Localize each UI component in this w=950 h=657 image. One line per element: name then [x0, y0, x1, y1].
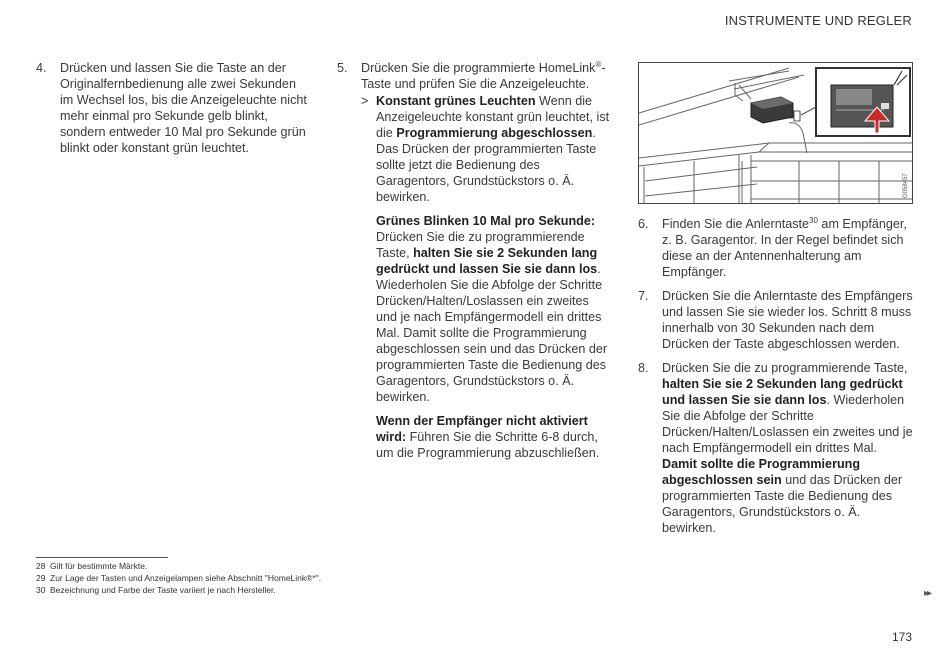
case-not-activated — [376, 413, 611, 461]
case-heading: Konstant grünes Leuchten — [376, 94, 536, 108]
page-number: 173 — [891, 630, 912, 644]
step-6 — [638, 216, 914, 280]
result-cases — [361, 93, 611, 461]
case-constant-green — [376, 93, 611, 205]
step-number: 4. — [36, 61, 47, 75]
column-middle — [337, 60, 611, 461]
footnotes — [36, 557, 321, 596]
column-right — [638, 216, 914, 536]
step-number: 7. — [638, 289, 649, 303]
case-emphasis: halten Sie sie 2 Sekunden lang gedrückt und lassen Sie sie dann los — [376, 246, 598, 276]
case-text: Führen Sie die Schritte 6-8 durch, um die Programmierung abzuschließen. — [376, 430, 600, 460]
footnote-number: 29 — [36, 573, 46, 583]
step-emphasis: halten Sie sie 2 Sekunden lang gedrückt und lassen Sie sie dann los — [662, 377, 903, 407]
footnote-number: 30 — [36, 585, 46, 595]
step-text-cont: -Taste und prüfen Sie die Anzeigeleuchte. — [361, 61, 606, 91]
case-green-blinking — [376, 213, 611, 405]
step-text: Drücken Sie die programmierte HomeLink — [361, 61, 596, 75]
case-emphasis: Programmierung abgeschlossen — [396, 126, 593, 140]
footnote-text: Bezeichnung und Farbe der Taste variiert je nach Hersteller. — [50, 585, 276, 595]
case-heading: Wenn der Empfänger nicht aktiviert wird: — [376, 414, 588, 444]
step-text-cont: am Empfänger, z. B. Garagentor. In der Regel befindet sich diese an der Antennenhalterung am Empfänger. — [662, 217, 907, 279]
step-number: 5. — [337, 61, 348, 75]
footnote-number: 28 — [36, 561, 46, 571]
step-8 — [638, 360, 914, 536]
step-text: Drücken Sie die Anlerntaste des Empfängers und lassen Sie sie wieder los. Schritt 8 muss innerhalb von 30 Sekunden nach dem Drücken der Taste abgeschlossen werden. — [662, 289, 913, 351]
step-text: Drücken Sie die zu programmierende Taste, — [662, 361, 908, 375]
step-text: Drücken und lassen Sie die Taste an der Originalfernbedienung alle zwei Sekunden im Wechsel los, bis die Anzeigeleuchte nicht mehr einmal pro Sekunde gelb blinkt, sondern entweder 10 Mal pro Sekunde grün blinkt oder konstant grün leuchtet. — [60, 61, 307, 155]
footnote-30 — [36, 584, 321, 596]
registered-mark: ® — [595, 59, 602, 69]
footnote-text: Gilt für bestimmte Märkte. — [50, 561, 148, 571]
step-text-cont: . Wiederholen Sie die Abfolge der Schritte Drücken/Halten/Loslassen ein zweites und je nach Empfängermodell ein drittes Mal. — [662, 393, 913, 455]
image-code: G058457 — [903, 173, 909, 198]
footnote-ref[interactable]: 30 — [809, 215, 818, 225]
step-number: 6. — [638, 217, 649, 231]
case-text: . Das Drücken der programmierten Taste sollte jetzt die Bedienung des Garagentors, Grundstückstors o. Ä. bewirken. — [376, 126, 597, 204]
footnote-28 — [36, 560, 321, 572]
case-heading: Grünes Blinken 10 Mal pro Sekunde: — [376, 214, 596, 228]
garage-opener-illustration — [638, 62, 913, 204]
case-text: Wenn die Anzeigeleuchte konstant grün leuchtet, ist die — [376, 94, 610, 140]
case-text: Drücken Sie die zu programmierende Taste, — [376, 230, 585, 260]
footnote-29 — [36, 572, 321, 584]
step-number: 8. — [638, 361, 649, 375]
footnote-text: Zur Lage der Tasten und Anzeigelampen siehe Abschnitt "HomeLink®*". — [50, 573, 322, 583]
step-text-cont: und das Drücken der programmierten Taste die Bedienung des Garagentors, Grundstückstors o. Ä. bewirken. — [662, 473, 903, 535]
step-7 — [638, 288, 914, 352]
arrow-marker: > — [361, 94, 369, 108]
garage-opener-drawing — [639, 63, 913, 204]
next-page-arrow-icon[interactable]: ▸▸ — [924, 588, 931, 599]
step-4 — [36, 60, 310, 156]
footnote-divider — [36, 557, 168, 558]
case-text: . Wiederholen Sie die Abfolge der Schritte Drücken/Halten/Loslassen ein zweites und je nach Empfängermodell ein drittes Mal. Damit sollte die Programmierung abgeschlossen sein und das Drücken der programmierten Taste die Bedienung des Garagentors, Grundstückstors o. Ä. bewirken. — [376, 262, 608, 404]
column-left — [36, 60, 310, 156]
step-text: Finden Sie die Anlerntaste — [662, 217, 810, 231]
step-emphasis: Damit sollte die Programmierung abgeschlossen sein — [662, 457, 861, 487]
section-header: INSTRUMENTE UND REGLER — [724, 13, 912, 28]
step-5 — [337, 60, 611, 461]
